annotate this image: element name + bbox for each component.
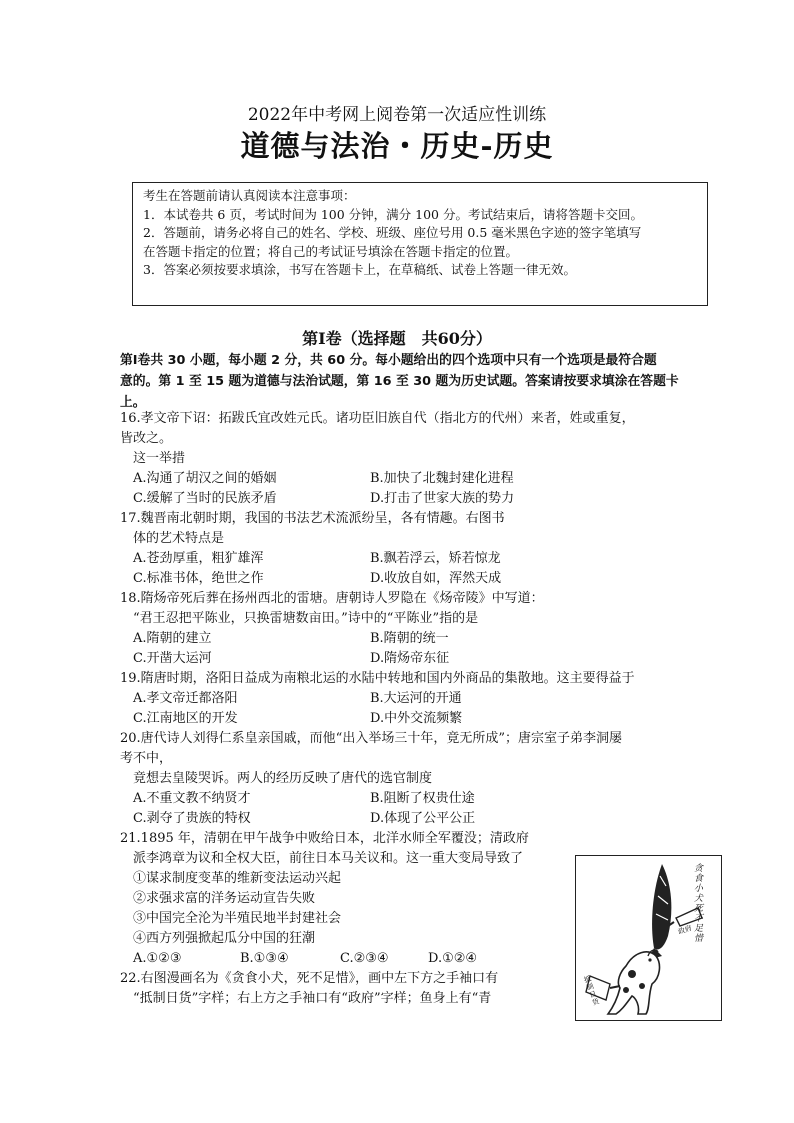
question-21 xyxy=(120,829,529,949)
question-line: 皆改之。 xyxy=(120,431,173,446)
question-line: “君王忍把平陈业，只换雷塘数亩田。”诗中的“平陈业”指的是 xyxy=(120,611,479,626)
question-line: 17.魏晋南北朝时期，我国的书法艺术流派纷呈，各有情趣。右图书 xyxy=(120,511,505,526)
cartoon-illustration xyxy=(575,855,722,1021)
instruction-line: 第Ⅰ卷共 30 小题，每小题 2 分，共 60 分。每小题给出的四个选项中只有一个选项是最符合题 xyxy=(120,353,657,368)
option-b: B.加快了北魏封建化进程 xyxy=(370,471,514,486)
option-a: A.苍劲厚重，粗犷雄浑 xyxy=(133,551,264,566)
question-line: 20.唐代诗人刘得仁系皇亲国戚，而他“出入举场三十年，竟无所成”；唐宗室子弟李洞屡 xyxy=(120,731,622,746)
option-d: D.体现了公平公正 xyxy=(370,811,476,826)
option-b: B.①③④ xyxy=(240,951,289,966)
question-line: 体的艺术特点是 xyxy=(120,531,225,546)
question-20 xyxy=(120,729,622,789)
section-title: 第Ⅰ卷（选择题 共60分） xyxy=(302,329,492,348)
option-d: D.①②④ xyxy=(428,951,478,966)
question-line: ③中国完全沦为半殖民地半封建社会 xyxy=(120,911,342,926)
question-line: “抵制日货”字样；右上方之手袖口有“政府”字样；鱼身上有“青 xyxy=(120,991,492,1006)
option-a: A.①②③ xyxy=(133,951,182,966)
option-c: C.②③④ xyxy=(340,951,389,966)
question-line: 考不中， xyxy=(120,751,173,766)
option-b: B.隋朝的统一 xyxy=(370,631,449,646)
question-line: 16.孝文帝下诏：拓跋氏宜改姓元氏。诸功臣旧族自代（指北方的代州）来者，姓或重复， xyxy=(120,411,635,426)
question-line: 22.右图漫画名为《贪食小犬，死不足惜》，画中左下方之手袖口有 xyxy=(120,971,499,986)
notice-item: 在答题卡指定的位置；将自己的考试证号填涂在答题卡指定的位置。 xyxy=(143,243,519,259)
option-c: C.开凿大运河 xyxy=(133,651,212,666)
question-line: 21.1895 年，清朝在甲午战争中败给日本，北洋水师全军覆没；清政府 xyxy=(120,831,529,846)
question-line: 派李鸿章为议和全权大臣，前往日本马关议和。这一重大变局导致了 xyxy=(120,851,524,866)
option-b: B.阻断了权贵仕途 xyxy=(370,791,475,806)
section-instructions xyxy=(120,350,680,413)
question-16 xyxy=(120,409,635,469)
notice-intro: 考生在答题前请认真阅读本注意事项： xyxy=(143,188,356,203)
instruction-line: 意的。第 1 至 15 题为道德与法治试题，第 16 至 30 题为历史试题。答案请按要求填涂在答题卡 xyxy=(120,374,679,389)
question-line: 竟想去皇陵哭诉。两人的经历反映了唐代的选官制度 xyxy=(120,771,433,786)
exam-title: 2022年中考网上阅卷第一次适应性训练 xyxy=(247,105,547,125)
question-19 xyxy=(120,669,635,689)
cartoon-caption: 贪食小犬死不足惜 xyxy=(694,864,704,944)
option-c: C.剥夺了贵族的特权 xyxy=(133,811,251,826)
option-a: A.不重文教不纳贤才 xyxy=(133,791,251,806)
option-c: C.缓解了当时的民族矛盾 xyxy=(133,491,277,506)
question-line: ④西方列强掀起瓜分中国的狂潮 xyxy=(120,931,316,946)
option-b: B.飘若浮云，矫若惊龙 xyxy=(370,551,501,566)
exam-subject: 道德与法治・历史-历史 xyxy=(240,129,554,163)
option-d: D.隋炀帝东征 xyxy=(370,651,450,666)
option-d: D.收放自如，浑然天成 xyxy=(370,571,502,586)
option-b: B.大运河的开通 xyxy=(370,691,462,706)
question-line: 19.隋唐时期，洛阳日益成为南粮北运的水陆中转地和国内外商品的集散地。这主要得益于 xyxy=(120,671,635,686)
option-a: A.孝文帝迁都洛阳 xyxy=(133,691,238,706)
question-line: 这一举措 xyxy=(120,451,186,466)
notice-item: 2．答题前，请务必将自己的姓名、学校、班级、座位号用 0.5 毫米黑色字迹的签字笔填写 xyxy=(143,225,642,240)
option-d: D.打击了世家大族的势力 xyxy=(370,491,515,506)
question-22 xyxy=(120,969,498,1009)
notice-box xyxy=(132,182,708,306)
notice-item: 1．本试卷共 6 页，考试时间为 100 分钟，满分 100 分。考试结束后，请将答题卡交回。 xyxy=(143,206,643,222)
option-c: C.江南地区的开发 xyxy=(133,711,238,726)
question-18 xyxy=(120,589,544,629)
question-line: 18.隋炀帝死后葬在扬州西北的雷塘。唐朝诗人罗隐在《炀帝陵》中写道： xyxy=(120,591,544,606)
option-a: A.沟通了胡汉之间的婚姻 xyxy=(133,471,277,486)
sleeve-right-label: 政府 xyxy=(677,924,693,936)
option-a: A.隋朝的建立 xyxy=(133,631,212,646)
notice-item: 3．答案必须按要求填涂，书写在答题卡上，在草稿纸、试卷上答题一律无效。 xyxy=(143,262,576,277)
option-d: D.中外交流频繁 xyxy=(370,711,463,726)
sleeve-left-label: 抵制日货 xyxy=(582,974,601,1008)
question-17 xyxy=(120,509,505,549)
instruction-line: 上。 xyxy=(120,395,146,410)
question-line: ①谋求制度变革的维新变法运动兴起 xyxy=(120,871,342,886)
question-line: ②求强求富的洋务运动宣告失败 xyxy=(120,891,316,906)
option-c: C.标准书体，绝世之作 xyxy=(133,571,264,586)
